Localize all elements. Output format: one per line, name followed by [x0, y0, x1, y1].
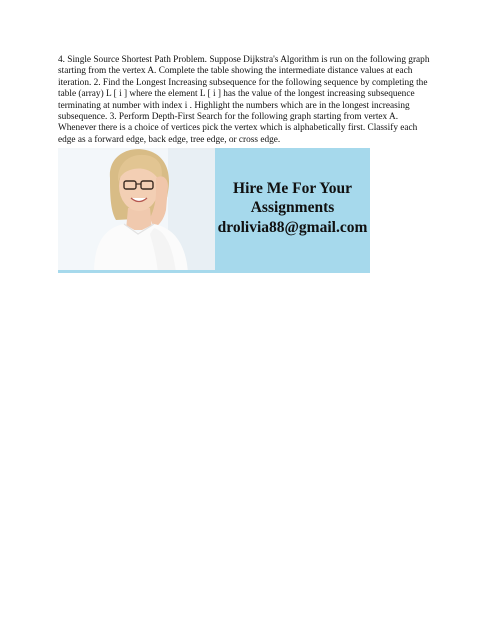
ad-subheadline: Assignments — [250, 198, 335, 216]
woman-portrait-illustration — [58, 148, 215, 273]
ad-text-panel — [215, 148, 370, 273]
ad-email-link[interactable]: drolivia88@gmail.com — [217, 218, 368, 236]
assignment-text: 4. Single Source Shortest Path Problem. Suppose Dijkstra's Algorithm is run on the following graph starting from the vertex A. Complete the table showing the intermediate distance values at each iteration. 2. Find the Longest Increasing subsequence for the following sequence by completing the table (array) L [ i ] where the element L [ i ] has the value of the longest increasing subsequence terminating at number with index i . Highlight the numbers which are in the longest increasing subsequence. 3. Perform Depth-First Search for the following graph starting from vertex A. Whenever there is a choice of vertices pick the vertex which is alphabetically first. Classify each edge as a forward edge, back edge, tree edge, or cross edge. — [58, 55, 430, 145]
hire-me-ad-banner[interactable] — [58, 148, 370, 273]
woman-with-glasses-photo — [58, 148, 215, 273]
ad-headline: Hire Me For Your — [233, 179, 352, 197]
